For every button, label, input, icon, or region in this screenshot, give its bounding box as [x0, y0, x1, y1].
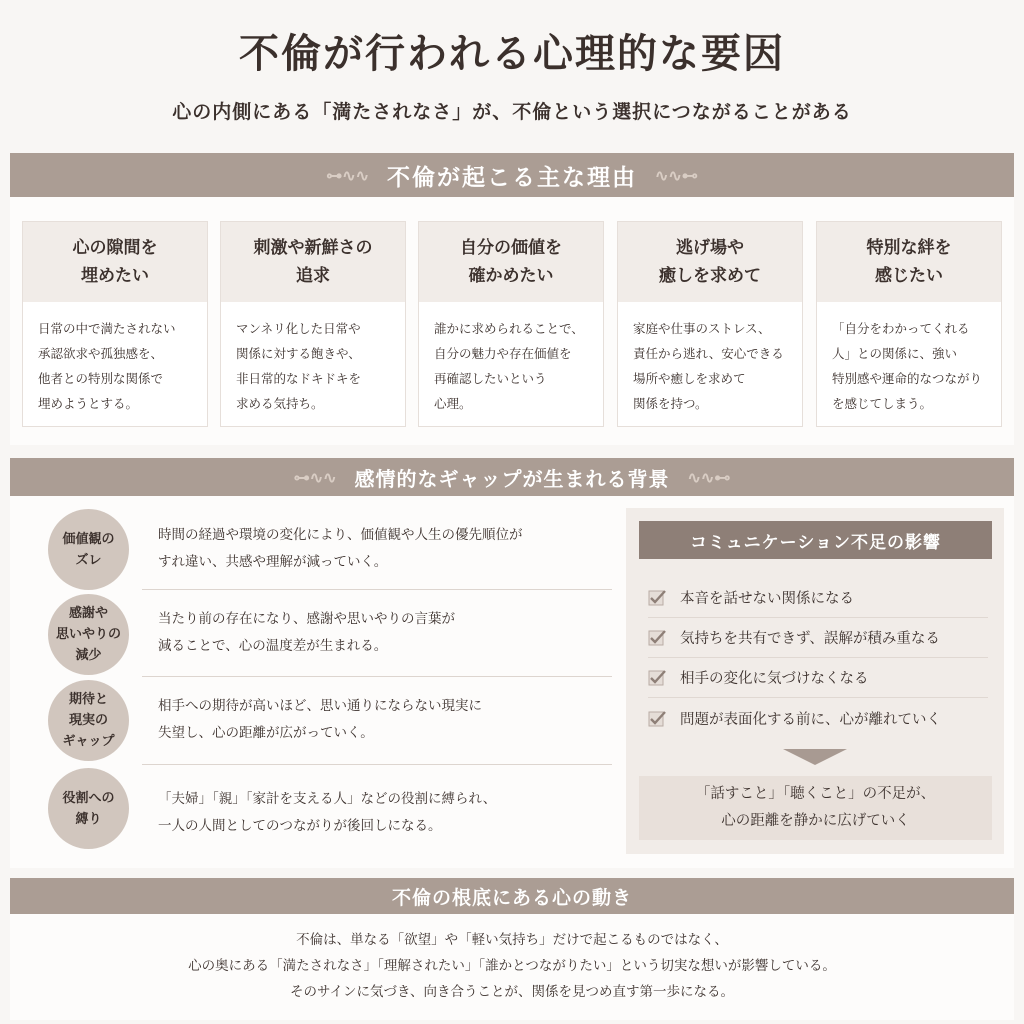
reason-card-body: マンネリ化した日常や 関係に対する飽きや、 非日常的なドキドキを 求める気持ち。	[236, 321, 362, 411]
ornament-right-icon: ∿∿⊷	[687, 467, 731, 487]
divider	[142, 676, 612, 677]
section-title-root: 不倫の根底にある心の動き	[391, 886, 632, 909]
page-title: 不倫が行われる心理的な要因	[239, 30, 785, 77]
communication-item-text: 相手の変化に気づけなくなる	[680, 671, 869, 687]
section-header-reasons	[10, 153, 1014, 197]
reason-card-title: 逃げ場や 癒しを求めて	[618, 222, 802, 302]
conclusion-line: 心の奥にある「満たされなさ」「理解されたい」「誰かとつながりたい」という切実な想いが影響している。	[188, 958, 836, 974]
conclusion-line: 不倫は、単なる「欲望」や「軽い気持ち」だけで起こるものではなく、	[296, 932, 728, 948]
checkbox-checked-icon	[648, 588, 667, 607]
checkbox-checked-icon	[648, 628, 667, 647]
reason-card-body: 日常の中で満たされない 承認欲求や孤独感を、 他者との特別な関係で 埋めようとする。	[38, 321, 176, 411]
reason-card	[418, 221, 604, 427]
ornament-left-icon: ⊶∿∿	[293, 467, 337, 487]
communication-item	[648, 578, 988, 618]
communication-item	[648, 618, 988, 658]
reason-card-body: 「自分をわかってくれる 人」との関係に、強い 特別感や運命的なつながり を感じてしまう。	[832, 321, 983, 411]
gap-description: 当たり前の存在になり、感謝や思いやりの言葉が 減ることで、心の温度差が生まれる。	[158, 611, 455, 654]
gap-label-circle: 役割への 縛り	[48, 768, 129, 849]
section-title-reasons: 不倫が起こる主な理由	[387, 163, 637, 191]
gap-label-circle: 期待と 現実の ギャップ	[48, 680, 129, 761]
section-header-gaps	[10, 458, 1014, 496]
ornament-right-icon: ∿∿⊷	[655, 165, 698, 185]
communication-item-text: 気持ちを共有できず、誤解が積み重なる	[680, 631, 940, 647]
reason-card-title: 心の隙間を 埋めたい	[23, 222, 207, 302]
conclusion-line: そのサインに気づき、向き合うことが、関係を見つめ直す第一歩になる。	[289, 984, 734, 1000]
reason-card	[220, 221, 406, 427]
communication-result: 「話すこと」「聴くこと」の不足が、 心の距離を静かに広げていく	[639, 776, 992, 840]
checkbox-checked-icon	[648, 668, 667, 687]
checkbox-checked-icon	[648, 709, 667, 728]
gap-description: 相手への期待が高いほど、思い通りにならない現実に 失望し、心の距離が広がっていく。	[158, 698, 482, 741]
reason-card-body: 誰かに求められることで、 自分の魅力や存在価値を 再確認したいという 心理。	[434, 321, 584, 411]
down-arrow-icon	[783, 749, 847, 765]
reason-card	[22, 221, 208, 427]
section-title-gaps: 感情的なギャップが生まれる背景	[354, 466, 670, 491]
gap-description: 「夫婦」「親」「家計を支える人」などの役割に縛られ、 一人の人間としてのつながりが後回しになる。	[158, 791, 497, 834]
reason-card	[816, 221, 1002, 427]
divider	[142, 764, 612, 765]
ornament-left-icon: ⊶∿∿	[326, 165, 369, 185]
reason-card	[617, 221, 803, 427]
root-conclusion	[0, 927, 1024, 1005]
communication-item	[648, 698, 988, 738]
communication-heading: コミュニケーション不足の影響	[639, 521, 992, 559]
reason-card-body: 家庭や仕事のストレス、 責任から逃れ、安心できる 場所や癒しを求めて 関係を持つ。	[633, 321, 784, 411]
communication-item-text: 問題が表面化する前に、心が離れていく	[680, 711, 941, 728]
reason-card-title: 刺激や新鮮さの 追求	[221, 222, 405, 302]
reason-card-title: 自分の価値を 確かめたい	[419, 222, 603, 302]
communication-item-text: 本音を話せない関係になる	[680, 591, 854, 607]
gap-description: 時間の経過や環境の変化により、価値観や人生の優先順位が すれ違い、共感や理解が減っていく。	[158, 527, 523, 570]
page-subtitle: 心の内側にある「満たされなさ」が、不倫という選択につながることがある	[172, 101, 852, 123]
gap-label-circle: 感謝や 思いやりの 減少	[48, 594, 129, 675]
gap-label-circle: 価値観の ズレ	[48, 509, 129, 590]
reason-card-title: 特別な絆を 感じたい	[817, 222, 1001, 302]
communication-item	[648, 658, 988, 698]
section-header-root	[10, 878, 1014, 914]
divider	[142, 589, 612, 590]
